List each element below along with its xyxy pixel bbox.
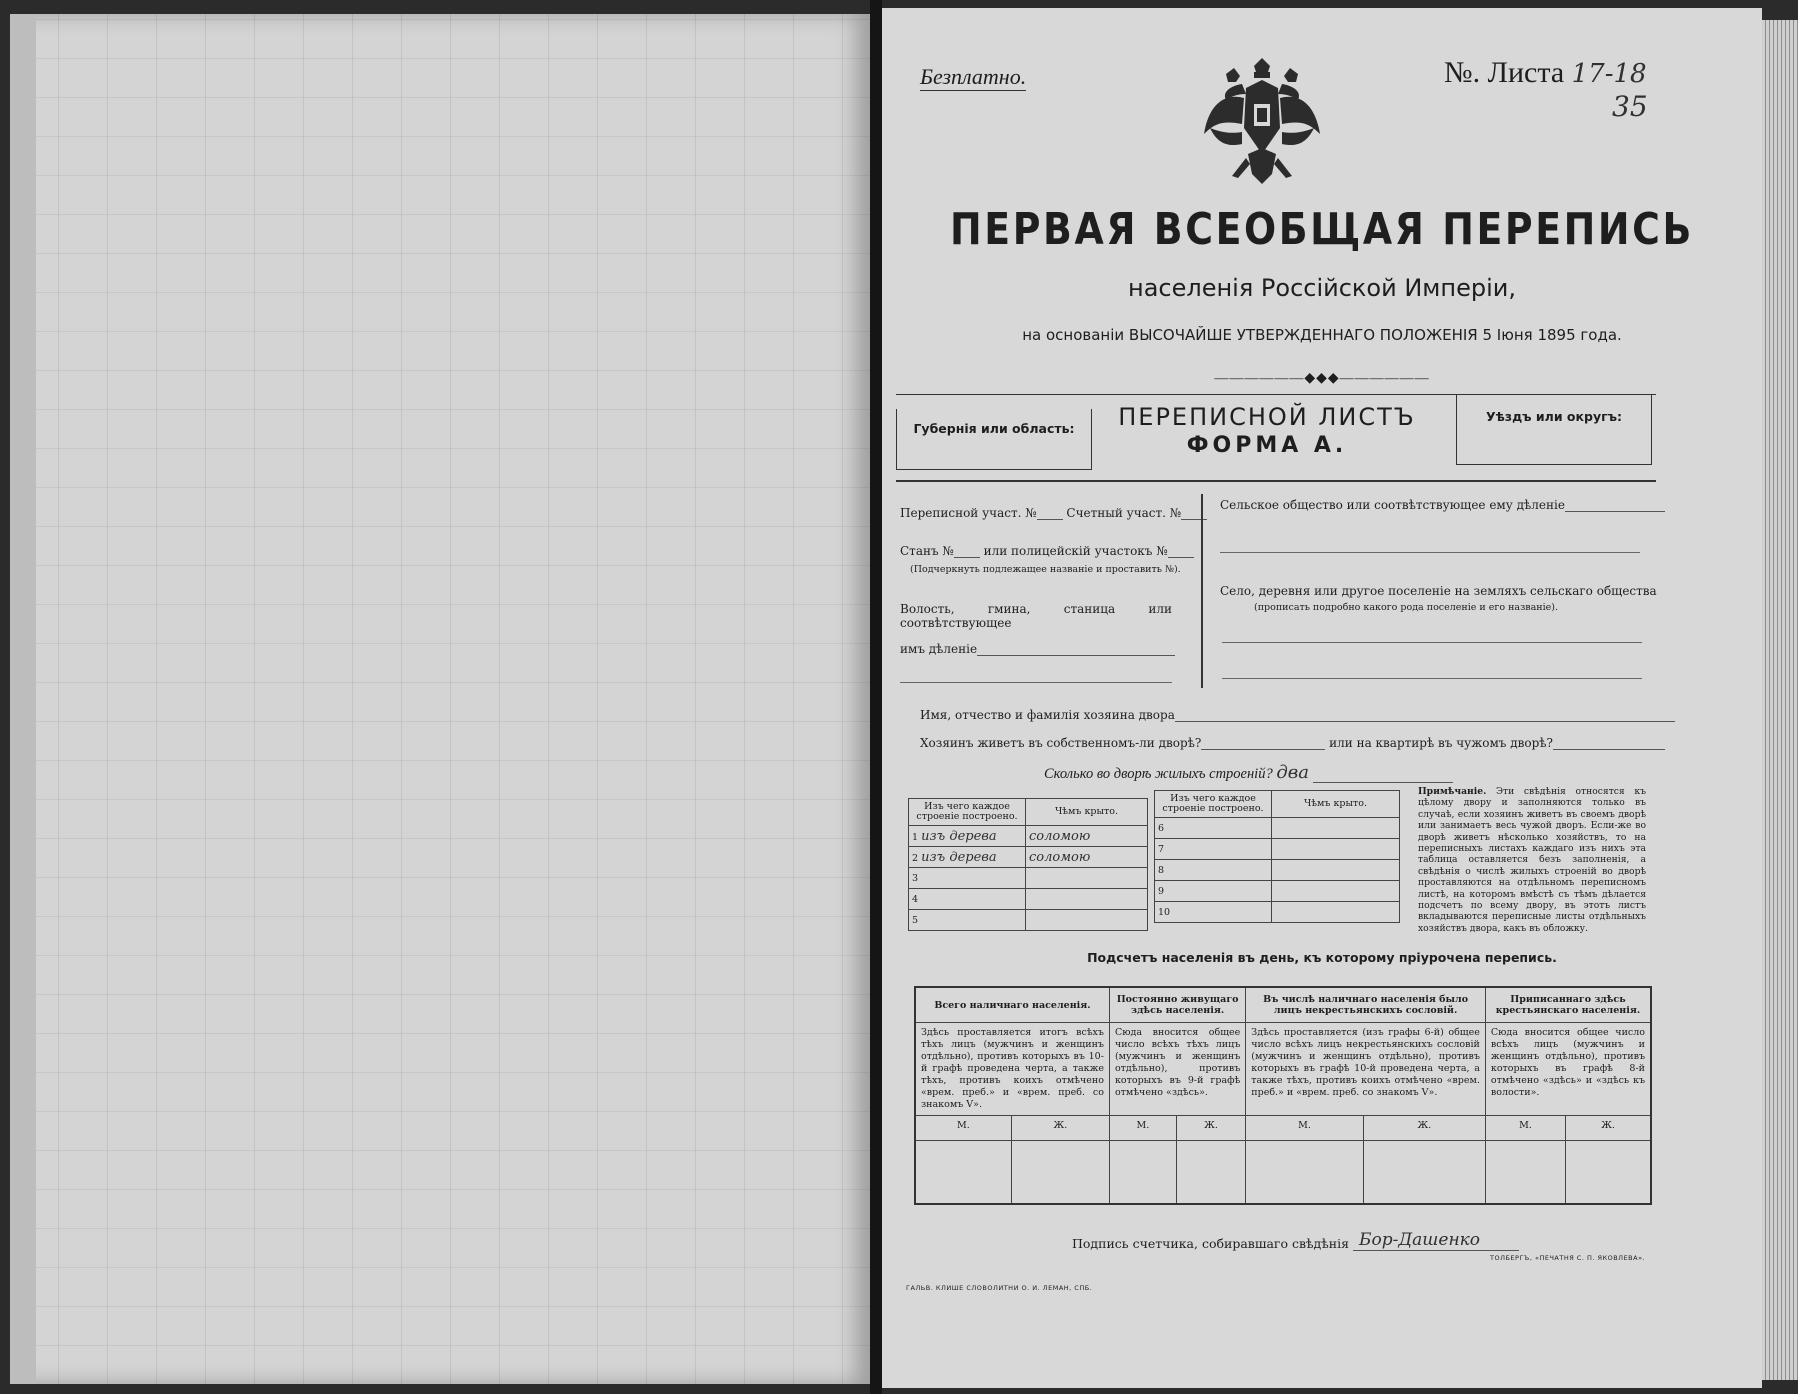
roof-value [1272,818,1400,839]
sheet-number-label: №. Листа [1444,56,1565,89]
material-value: изъ дерева [921,849,997,865]
census-section-blank [1037,519,1063,520]
count-cell [1363,1141,1485,1205]
roof-value [1026,868,1148,889]
counting-section-label: Счетный участ. № [1066,506,1182,520]
owner-residence-field [920,736,1665,750]
count-col-desc: Здѣсь проставляется итогъ всѣхъ тѣхъ лицъ (мужчинъ и женщинъ отдѣльно), противъ которыхъ въ 10-й графѣ проведена черта, а также тѣхъ, противъ коихъ отмѣчено «врем. преб.» и «врем. преб. со знакомъ V». [915,1023,1109,1116]
society-blank-line2 [1220,552,1640,553]
row-number: 1 [912,831,919,843]
form-name: ФОРМА А. [1186,433,1348,458]
header-bottom-rule [896,480,1656,482]
count-cell [1176,1141,1246,1205]
female-header: Ж. [1363,1116,1485,1141]
note-block [1418,786,1646,934]
book-spine [870,0,882,1394]
stan-field [900,544,1194,558]
village-blank-line2 [1222,678,1642,679]
signature-field [1072,1230,1519,1251]
row-number: 8 [1155,860,1272,881]
village-label: Село, деревня или другое поселеніе на земляхъ сельскаго общества [1220,584,1657,598]
roof-value [1026,889,1148,910]
buildings-answer-line [1313,782,1453,783]
buildings-table-left [908,798,1148,931]
male-header: М. [1246,1116,1363,1141]
stan-blank [954,557,980,558]
count-title: Подсчетъ населенія въ день, къ которому пріурочена перепись. [1087,950,1557,965]
owner-lives-own-blank [1201,749,1325,750]
imperial-eagle-emblem [1202,58,1322,188]
signature-label: Подпись счетчика, собиравшаго свѣдѣнія [1072,1236,1349,1251]
buildings-question-label: Сколько во дворѣ жилыхъ строеній? [1044,766,1273,782]
census-title: ПЕРВАЯ ВСЕОБЩАЯ ПЕРЕПИСЬ [950,204,1694,255]
count-col-head: Приписаннаго здѣсь крестьянскаго населенія. [1485,987,1651,1023]
table-row [1155,860,1400,881]
sheet-title-block [1092,395,1442,458]
row-number: 9 [1155,881,1272,902]
male-header: М. [1485,1116,1565,1141]
female-header: Ж. [1176,1116,1246,1141]
table-row [909,847,1148,868]
sheet-title: ПЕРЕПИСНОЙ ЛИСТЪ [1118,403,1416,431]
owner-lives-rent-blank [1553,749,1665,750]
count-cell [1246,1141,1363,1205]
count-col-head: Всего наличнаго населенія. [915,987,1109,1023]
volost-label-line1: Волость, гмина, станица или соотвѣтствующее [900,602,1172,630]
note-label: Примѣчаніе. [1418,786,1487,797]
count-col-head: Постоянно живущаго здѣсь населенія. [1109,987,1245,1023]
census-section-label: Переписной участ. № [900,506,1037,520]
stan-label: Станъ № [900,544,954,558]
volost-blank-line2 [900,682,1172,683]
count-col-head: Въ числѣ наличнаго населенія было лицъ некрестьянскихъ сословій. [1246,987,1486,1023]
volost-label-line2: имъ дѣленіе [900,642,978,656]
owner-lives-own-label: Хозяинъ живетъ въ собственномъ-ли дворѣ? [920,736,1202,750]
row-number: 6 [1155,818,1272,839]
table-row [1155,839,1400,860]
page-stack-edge [1762,20,1798,1380]
owner-lives-rent-label: или на квартирѣ въ чужомъ дворѣ? [1329,736,1553,750]
imprint-right: ТОЛБЕРГЪ, «ПЕЧАТНЯ С. П. ЯКОВЛЕВА». [1490,1254,1646,1262]
census-subtitle: населенія Россійской Имперіи, [1128,274,1516,302]
row-number: 10 [1155,902,1272,923]
count-col-desc: Сюда вносится общее число всѣхъ лицъ (мужчинъ и женщинъ отдѣльно), противъ которыхъ въ графѣ 8-й отмѣчено «здѣсь» и «здѣсь къ волости». [1485,1023,1651,1116]
counting-section-blank [1181,519,1207,520]
population-count-table [914,986,1652,1205]
province-label: Губернія или область: [913,421,1075,436]
free-label: Безплатно. [920,64,1027,89]
count-cell [1485,1141,1565,1205]
female-header: Ж. [1566,1116,1651,1141]
district-label: Уѣздъ или округъ: [1485,409,1623,424]
count-cell [1566,1141,1651,1205]
female-header: Ж. [1011,1116,1109,1141]
table-row [1155,881,1400,902]
table-row [1155,818,1400,839]
note-text: Эти свѣдѣнія относятся къ цѣлому двору и заполняются только въ случаѣ, если хозяинъ живетъ въ своемъ дворѣ или занимаетъ весь чужой дворъ. Если-же во дворѣ живетъ нѣсколько хозяйствъ, то на переписныхъ листахъ каждаго изъ нихъ эта таблица оставляется безъ заполненія, а свѣдѣнія о числѣ жилыхъ строеній во дворѣ проставляются на отдѣльномъ переписномъ листѣ, на которомъ вмѣстѣ съ тѣмъ дѣлается подсчетъ по всему двору, въ этотъ листъ вкладываются переписные листы отдѣльныхъ хозяйствъ двора, какъ въ обложку. [1418,786,1647,934]
fields-divider [1201,494,1203,688]
roof-value: соломою [1026,847,1148,868]
row-number: 7 [1155,839,1272,860]
buildings-question-field [1044,762,1453,783]
buildings-table-right [1154,790,1400,923]
material-column-header: Изъ чего каждое строеніе построено. [909,799,1026,826]
male-header: М. [1109,1116,1176,1141]
volost-blank [977,655,1175,656]
society-label: Сельское общество или соотвѣтствующее ему дѣленіе [1220,498,1565,512]
buildings-answer: два [1276,762,1309,783]
sheet-number-handwritten: 17-18 [1571,59,1647,89]
count-cell [915,1141,1011,1205]
table-row [909,868,1148,889]
census-basis: на основаніи ВЫСОЧАЙШЕ УТВЕРЖДЕННАГО ПОЛОЖЕНІЯ 5 Іюня 1895 года. [1022,326,1622,344]
roof-column-header: Чѣмъ крыто. [1026,799,1148,826]
ornament-divider: ——————◆◆◆—————— [1214,371,1430,386]
material-value: изъ дерева [921,828,997,844]
underline-hint: (Подчеркнуть подлежащее названіе и проставить №). [910,564,1181,575]
roof-value [1272,839,1400,860]
table-row [1155,902,1400,923]
village-blank-line1 [1222,642,1642,643]
imprint-left: ГАЛЬВ. КЛИШЕ СЛОВОЛИТНИ О. И. ЛЕМАН, СПБ. [906,1284,1093,1292]
signature-value: Бор-Дашенко [1353,1230,1519,1251]
row-number: 4 [909,889,1026,910]
count-cell [1011,1141,1109,1205]
archive-number: 35 [1612,90,1648,123]
owner-name-blank [1175,721,1675,722]
table-row [909,826,1148,847]
roof-value [1272,881,1400,902]
roof-value [1272,860,1400,881]
society-blank [1565,511,1665,512]
count-col-desc: Сюда вносится общее число всѣхъ тѣхъ лицъ (мужчинъ и женщинъ отдѣльно), противъ которыхъ въ 9-й графѣ отмѣчено «здѣсь». [1109,1023,1245,1116]
society-field [1220,498,1665,512]
row-number: 2 [912,852,919,864]
volost-field [900,642,1175,656]
owner-name-label: Имя, отчество и фамилія хозяина двора [920,708,1175,722]
count-col-desc: Здѣсь проставляется (изъ графы 6-й) общее число всѣхъ лицъ некрестьянскихъ сословій (мужчинъ и женщинъ отдѣльно), противъ которыхъ въ графѣ 10-й проведена черта, а также тѣхъ, противъ коихъ отмѣчено «врем. преб.» и «врем. преб. со знакомъ V». [1246,1023,1486,1116]
owner-name-field [920,708,1675,722]
sheet-number [1444,56,1647,90]
police-section-label: или полицейскій участокъ № [983,544,1168,558]
district-field [1456,395,1652,465]
form-header-box [896,394,1656,481]
province-field [896,409,1092,470]
male-header: М. [915,1116,1011,1141]
census-section-field [900,506,1207,520]
left-page [10,14,870,1384]
left-page-edge [10,14,36,1384]
row-number: 5 [909,910,1026,931]
roof-column-header: Чѣмъ крыто. [1272,791,1400,818]
roof-value [1272,902,1400,923]
count-cell [1109,1141,1176,1205]
census-form-page [882,8,1762,1388]
table-row [909,910,1148,931]
police-section-blank [1168,557,1194,558]
roof-value [1026,910,1148,931]
table-row [909,889,1148,910]
material-column-header: Изъ чего каждое строеніе построено. [1155,791,1272,818]
village-hint: (прописать подробно какого рода поселеніе и его названіе). [1254,602,1558,613]
row-number: 3 [909,868,1026,889]
roof-value: соломою [1026,826,1148,847]
